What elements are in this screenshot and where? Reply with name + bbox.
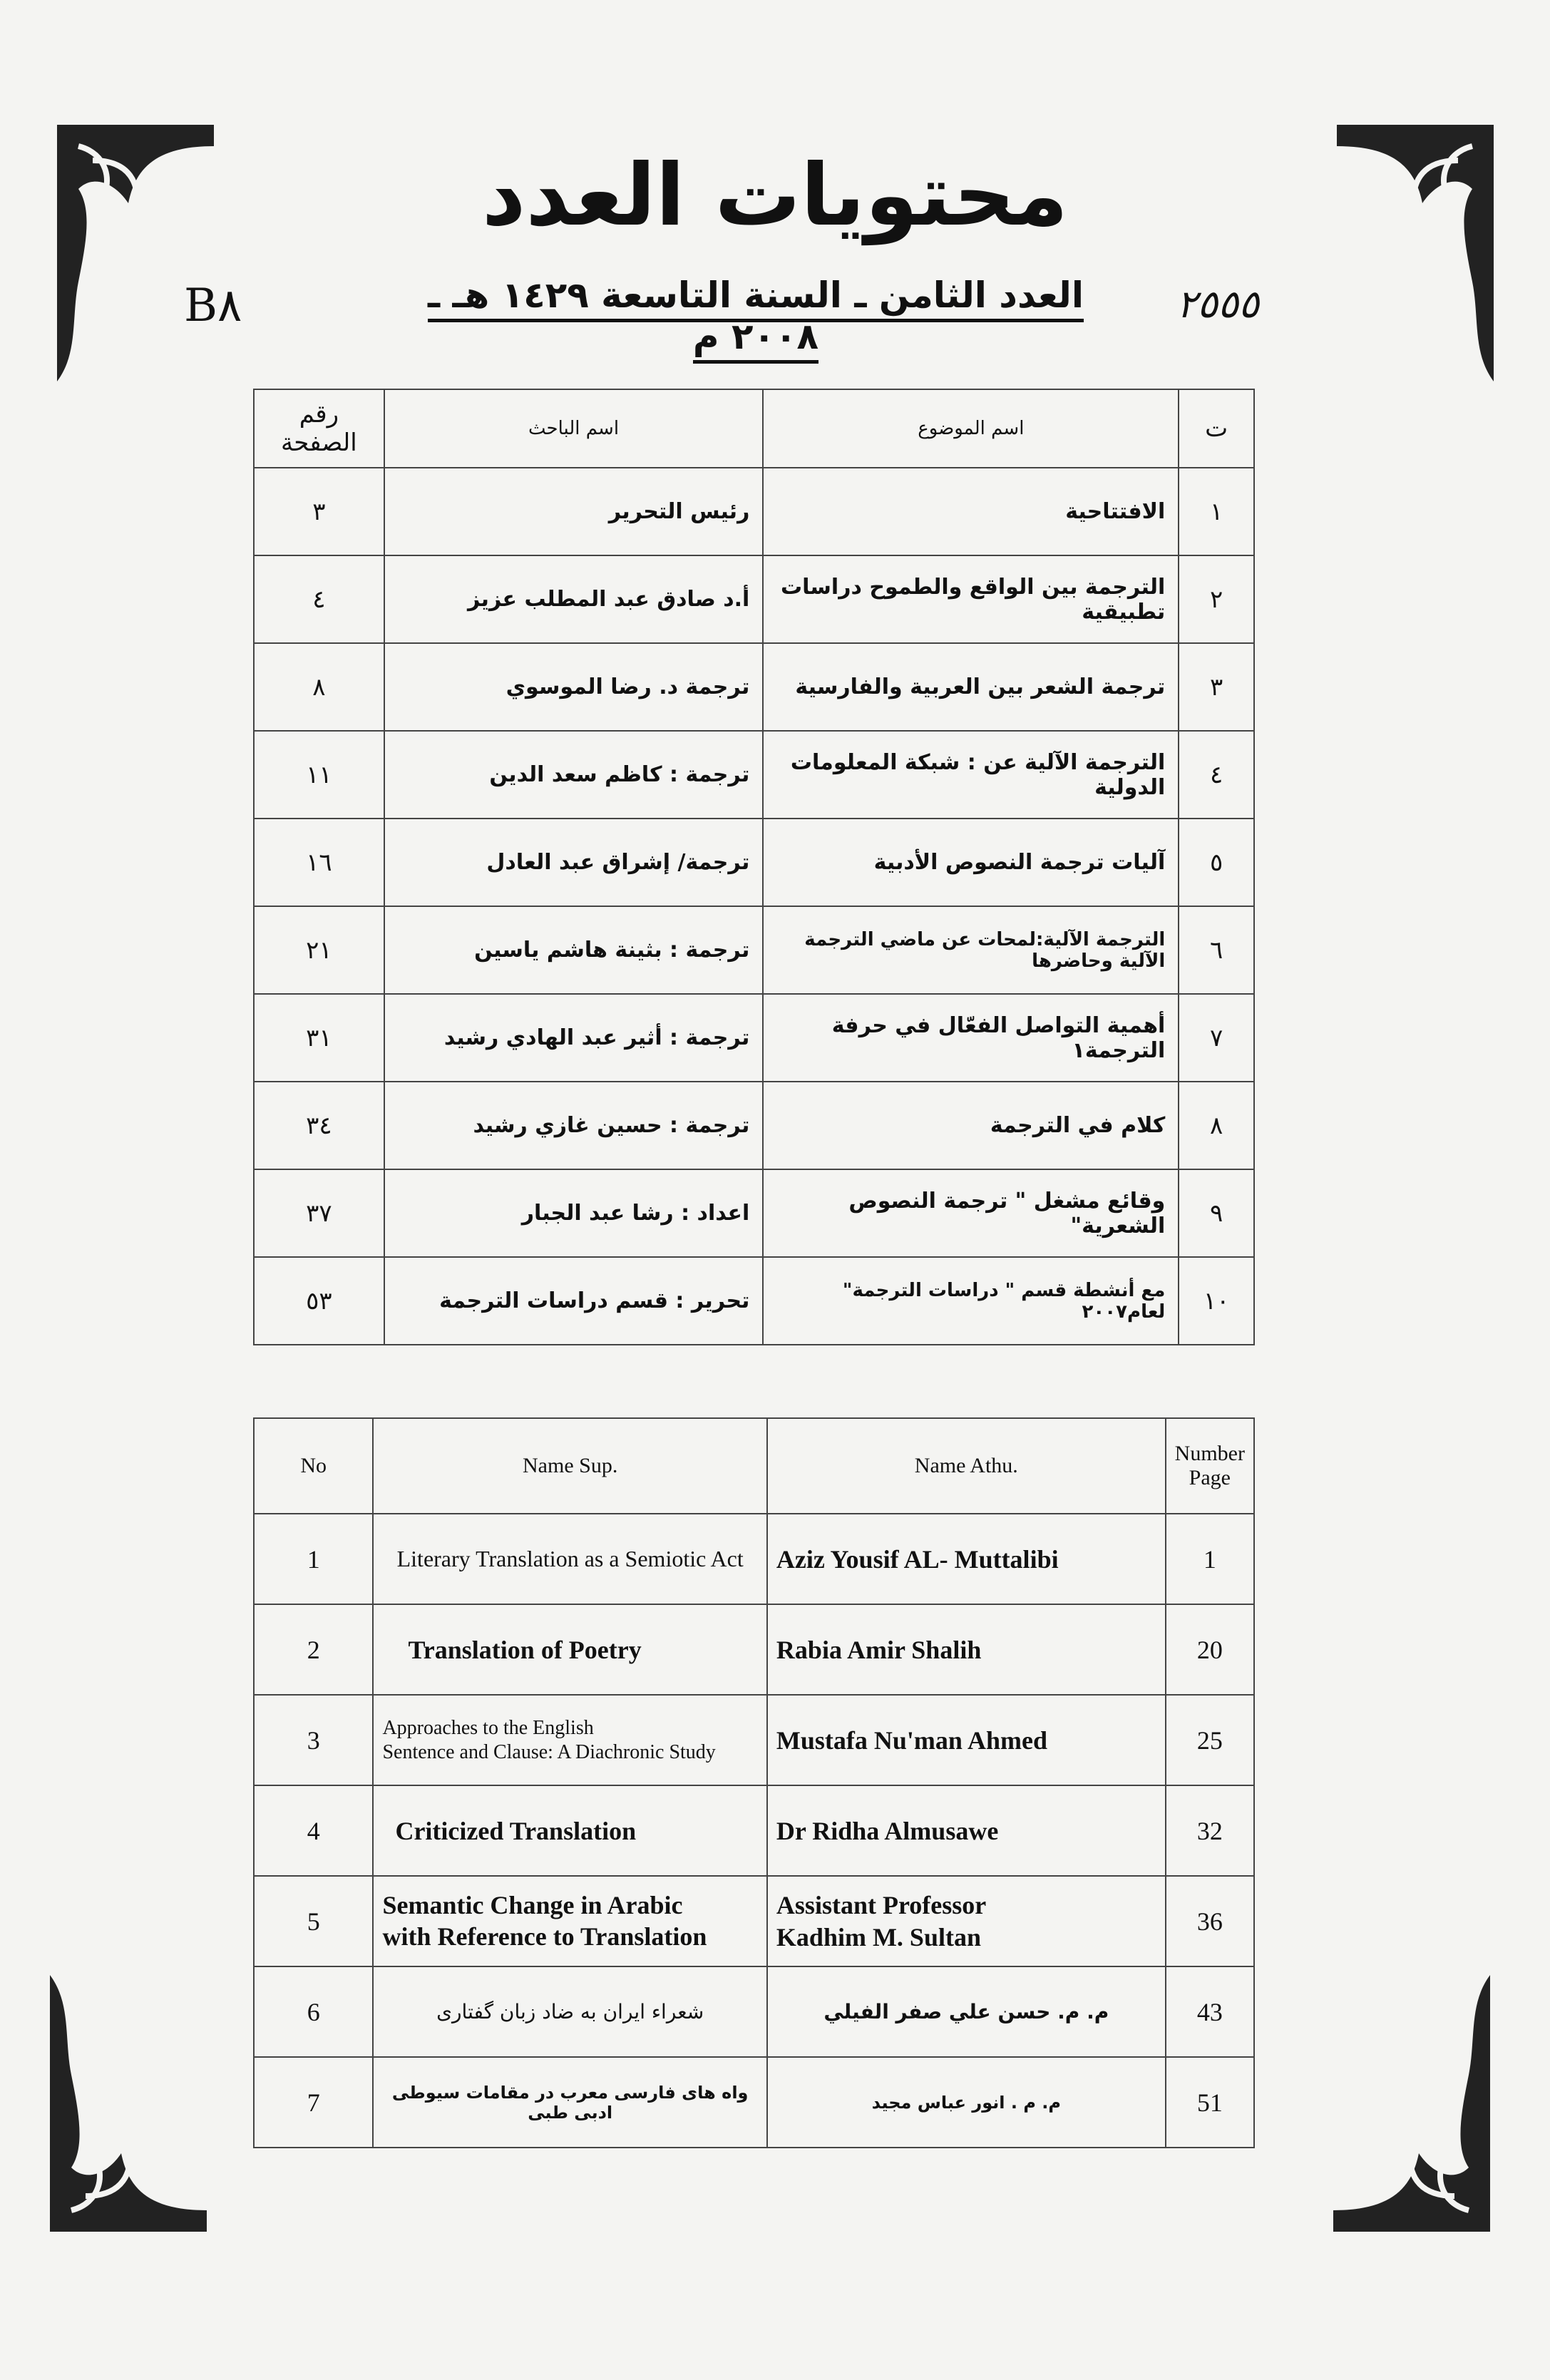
table-row — [254, 468, 1254, 555]
cell-author: اعداد : رشا عبد الجبار — [384, 1169, 764, 1257]
cell-no: ١٠ — [1179, 1257, 1254, 1345]
table-row — [254, 1966, 1254, 2057]
table-row — [254, 2057, 1254, 2148]
issue-subtitle — [399, 275, 1112, 357]
handwritten-mark-right: ٢٥٥٥ — [1176, 282, 1260, 327]
arabic-contents-table — [253, 389, 1255, 1345]
cell-page: 32 — [1166, 1785, 1254, 1876]
cell-topic: شعراء ايران به ضاد زبان گفتارى — [373, 1966, 766, 2057]
cell-no: 6 — [254, 1966, 373, 2057]
cell-page: ٣٤ — [254, 1082, 384, 1169]
cell-no: ٩ — [1179, 1169, 1254, 1257]
cell-topic: الترجمة الآلية عن : شبكة المعلومات الدولية — [763, 731, 1179, 819]
cell-topic-line2: Sentence and Clause: A Diachronic Study — [382, 1740, 716, 1763]
header-author: Name Athu. — [767, 1418, 1166, 1514]
ornament-bottom-right — [1326, 1968, 1497, 2239]
cell-topic: Criticized Translation — [373, 1785, 766, 1876]
cell-topic: ترجمة الشعر بين العربية والفارسية — [763, 643, 1179, 731]
cell-topic: Translation of Poetry — [373, 1604, 766, 1695]
table-row — [254, 1695, 1254, 1785]
cell-no: ٥ — [1179, 819, 1254, 906]
cell-topic-line2: with Reference to Translation — [382, 1922, 707, 1951]
header-author: اسم الباحث — [384, 389, 764, 468]
cell-page: 1 — [1166, 1514, 1254, 1604]
header-topic: اسم الموضوع — [763, 389, 1179, 468]
table-row — [254, 1257, 1254, 1345]
table-row — [254, 731, 1254, 819]
english-contents-table — [253, 1417, 1255, 2148]
cell-page: ٤ — [254, 555, 384, 643]
cell-author: ترجمة : أثير عبد الهادي رشيد — [384, 994, 764, 1082]
cell-author: Dr Ridha Almusawe — [767, 1785, 1166, 1876]
header-page: رقم الصفحة — [254, 389, 384, 468]
header-page — [1166, 1418, 1254, 1514]
header-no: No — [254, 1418, 373, 1514]
cell-author: Aziz Yousif AL- Muttalibi — [767, 1514, 1166, 1604]
table-row — [254, 994, 1254, 1082]
cell-author: تحرير : قسم دراسات الترجمة — [384, 1257, 764, 1345]
cell-author: ترجمة : بثينة هاشم ياسين — [384, 906, 764, 994]
table-row — [254, 555, 1254, 643]
cell-topic: واه هاى فارسى معرب در مقامات سيوطى ادبى طبى — [373, 2057, 766, 2148]
cell-topic — [373, 1695, 766, 1785]
cell-page: ٣٧ — [254, 1169, 384, 1257]
cell-author — [767, 1876, 1166, 1966]
handwritten-mark-left: B٨ — [184, 279, 242, 332]
cell-page: ١٦ — [254, 819, 384, 906]
table-row — [254, 1876, 1254, 1966]
cell-topic: أهمية التواصل الفعّال في حرفة الترجمة١ — [763, 994, 1179, 1082]
cell-no: ٨ — [1179, 1082, 1254, 1169]
ornament-bottom-left — [43, 1968, 214, 2239]
cell-page: ٨ — [254, 643, 384, 731]
table-row — [254, 906, 1254, 994]
cell-page: 25 — [1166, 1695, 1254, 1785]
cell-topic: آليات ترجمة النصوص الأدبية — [763, 819, 1179, 906]
header-topic: Name Sup. — [373, 1418, 766, 1514]
cell-author: ترجمة/ إشراق عبد العادل — [384, 819, 764, 906]
table-header-row — [254, 1418, 1254, 1514]
cell-page: 51 — [1166, 2057, 1254, 2148]
cell-author: أ.د صادق عبد المطلب عزيز — [384, 555, 764, 643]
cell-topic: وقائع مشغل " ترجمة النصوص الشعرية" — [763, 1169, 1179, 1257]
cell-author: ترجمة د. رضا الموسوي — [384, 643, 764, 731]
cell-no: 7 — [254, 2057, 373, 2148]
cell-topic: الترجمة بين الواقع والطموح دراسات تطبيقية — [763, 555, 1179, 643]
cell-page: ٢١ — [254, 906, 384, 994]
cell-page: 43 — [1166, 1966, 1254, 2057]
cell-topic: كلام في الترجمة — [763, 1082, 1179, 1169]
cell-no: 1 — [254, 1514, 373, 1604]
table-row — [254, 1082, 1254, 1169]
cell-author: ترجمة : كاظم سعد الدين — [384, 731, 764, 819]
table-row — [254, 1785, 1254, 1876]
table-row — [254, 1514, 1254, 1604]
cell-page: 36 — [1166, 1876, 1254, 1966]
cell-no: ١ — [1179, 468, 1254, 555]
cell-author: Mustafa Nu'man Ahmed — [767, 1695, 1166, 1785]
cell-author-line1: Assistant Professor — [776, 1890, 987, 1919]
cell-author: Rabia Amir Shalih — [767, 1604, 1166, 1695]
cell-topic-line1: Semantic Change in Arabic — [382, 1891, 683, 1920]
cell-author: م. م. حسن علي صفر الفيلي — [767, 1966, 1166, 2057]
cell-author: رئيس التحرير — [384, 468, 764, 555]
cell-topic: الترجمة الآلية:لمحات عن ماضي الترجمة الآلية وحاضرها — [763, 906, 1179, 994]
cell-topic: مع أنشطة قسم " دراسات الترجمة" لعام٢٠٠٧ — [763, 1257, 1179, 1345]
cell-no: ٤ — [1179, 731, 1254, 819]
cell-no: 4 — [254, 1785, 373, 1876]
cell-no: ٢ — [1179, 555, 1254, 643]
table-row — [254, 1604, 1254, 1695]
cell-page: ٣١ — [254, 994, 384, 1082]
cell-topic — [373, 1876, 766, 1966]
cell-topic: الافتتاحية — [763, 468, 1179, 555]
cell-page: 20 — [1166, 1604, 1254, 1695]
cell-page: ١١ — [254, 731, 384, 819]
header-no: ت — [1179, 389, 1254, 468]
cell-no: 3 — [254, 1695, 373, 1785]
cell-no: ٣ — [1179, 643, 1254, 731]
page-title: محتويات العدد — [481, 146, 1069, 245]
table-row — [254, 643, 1254, 731]
cell-author: م. م . انور عباس مجيد — [767, 2057, 1166, 2148]
header-page-line2: Page — [1189, 1466, 1231, 1489]
cell-no: 5 — [254, 1876, 373, 1966]
issue-subtitle-text: العدد الثامن ـ السنة التاسعة ١٤٢٩ هـ ـ ٢٠٠٨ م — [428, 275, 1084, 364]
table-row — [254, 1169, 1254, 1257]
table-row — [254, 819, 1254, 906]
cell-no: ٦ — [1179, 906, 1254, 994]
cell-page: ٥٣ — [254, 1257, 384, 1345]
cell-author: ترجمة : حسين غازي رشيد — [384, 1082, 764, 1169]
cell-author-line2: Kadhim M. Sultan — [776, 1922, 981, 1951]
cell-no: ٧ — [1179, 994, 1254, 1082]
cell-topic-line1: Approaches to the English — [382, 1716, 594, 1739]
header-page-line1: Number — [1174, 1442, 1245, 1465]
cell-page: ٣ — [254, 468, 384, 555]
cell-no: 2 — [254, 1604, 373, 1695]
table-header-row — [254, 389, 1254, 468]
cell-topic: Literary Translation as a Semiotic Act — [373, 1514, 766, 1604]
